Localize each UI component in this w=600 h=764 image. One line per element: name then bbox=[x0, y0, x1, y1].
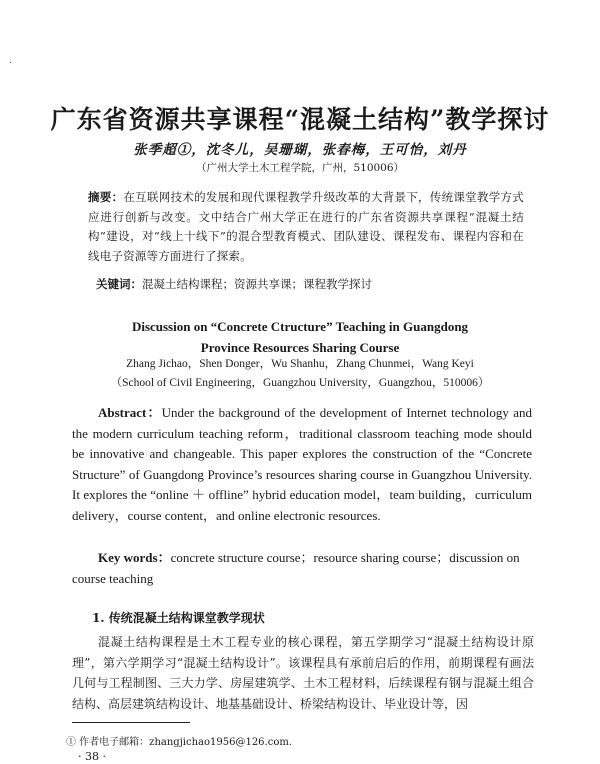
abstract-en bbox=[72, 403, 532, 527]
author-list-en: Zhang Jichao，Shen Donger，Wu Shanhu，Zhang Chunmei，Wang Keyi bbox=[126, 358, 474, 370]
footnote-divider bbox=[72, 722, 190, 723]
affiliation-en: （School of Civil Engineering，Guangzhou University，Guangzhou，510006） bbox=[110, 377, 490, 389]
abstract-cn-label: 摘要： bbox=[88, 190, 124, 204]
keywords-en-text: concrete structure course；resource sharing course；discussion on course teaching bbox=[72, 550, 520, 586]
abstract-en-text: Under the background of the development of Internet technology and the modern curriculum teaching reform，traditional classroom teaching mode should be innovative and changeable. This paper explores the construction of the “Concrete Structure” of Guangdong Province’s resources sharing course in Guangzhou University. It explores the “online ＋ offline” hybrid education model，team building，curriculum delivery，course content，and online electronic resources. bbox=[72, 405, 532, 523]
author-list-cn: 张季超①，沈冬儿，吴珊瑚，张春梅，王可怡，刘丹 bbox=[133, 142, 467, 158]
paper-title-en bbox=[0, 316, 600, 358]
paper-title-en-line1: Discussion on “Concrete Ctructure” Teaching in Guangdong bbox=[131, 319, 469, 334]
keywords-cn-text: 混凝土结构课程；资源共享课；课程教学探讨 bbox=[142, 277, 372, 291]
footnote: ① 作者电子邮箱：zhangjichao1956@126.com. bbox=[66, 737, 293, 748]
body-paragraph: 混凝土结构课程是土木工程专业的核心课程，第五学期学习“混凝土结构设计原理”，第六学期学习“混凝土结构设计”。该课程具有承前启后的作用，前期课程有画法几何与工程制图、三大力学、房屋建筑学、土木工程材料，后续课程有钢与混凝土组合结构、高层建筑结构设计、地基基础设计、桥梁结构设计、毕业设计等，因 bbox=[72, 635, 534, 711]
paper-title-cn: 广东省资源共享课程“混凝土结构”教学探讨 bbox=[50, 105, 550, 134]
corner-mark: . bbox=[9, 56, 12, 66]
keywords-cn-label: 关键词： bbox=[96, 277, 142, 291]
section-heading: 1. 传统混凝土结构课堂教学现状 bbox=[92, 611, 265, 625]
page-number: · 38 · bbox=[78, 750, 106, 763]
keywords-en-label: Key words： bbox=[98, 550, 171, 565]
abstract-cn-text: 在互联网技术的发展和现代课程教学升级改革的大背景下，传统课堂教学方式应进行创新与改变。文中结合广州大学正在进行的广东省资源共享课程“混凝土结构”建设，对“线上十线下”的混合型教育模式、团队建设、课程发布、课程内容和在线电子资源等方面进行了探索。 bbox=[88, 190, 524, 263]
keywords-cn bbox=[96, 276, 526, 292]
paper-title-en-line2: Province Resources Sharing Course bbox=[200, 340, 400, 355]
affiliation-cn: （广州大学土木工程学院，广州，510006） bbox=[195, 162, 405, 174]
abstract-en-label: Abstract： bbox=[98, 405, 162, 420]
keywords-en bbox=[72, 548, 532, 589]
abstract-cn bbox=[88, 188, 524, 266]
